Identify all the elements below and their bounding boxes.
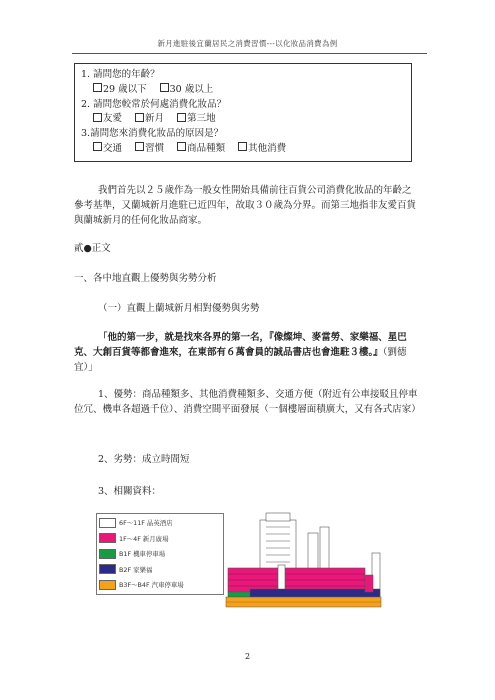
item-advantages: 1、優勢：商品種類多、其他消費種類多、交通方便（附近有公車接駁且停車位冗、機車各超過千位）、消費空間平面發展（一個樓層面積廣大，又有各式店家） bbox=[74, 389, 421, 415]
quote-attribution: （劉德宜）」 bbox=[74, 347, 407, 373]
page-header: 新月進駐後宜蘭居民之消費習慣---以化妝品消費為例 bbox=[157, 39, 338, 48]
option-product-variety[interactable]: 商品種類 bbox=[177, 143, 225, 154]
option-xinyue[interactable]: 新月 bbox=[135, 113, 164, 124]
option-age-under-29[interactable]: 29 歲以下 bbox=[93, 84, 147, 95]
legend-row-scooter-parking: B1F 機車停車場 bbox=[99, 546, 221, 562]
checkbox-icon bbox=[177, 113, 186, 122]
survey-options-2 bbox=[81, 112, 405, 127]
legend-row-plaza: 1F～4F 新月廣場 bbox=[99, 531, 221, 547]
item-related-data: 3、相關資料： bbox=[98, 486, 162, 497]
legend-swatch bbox=[99, 518, 116, 528]
survey-options-1 bbox=[81, 83, 405, 98]
option-age-over-30[interactable]: 30 歲以上 bbox=[160, 84, 214, 95]
intro-paragraph: 我們首先以２５歲作為一般女性開始具備前往百貨公司消費化妝品的年齡之參考基準，又蘭城新月進駐已近四年，故取３０歲為分界。而第三地指非友愛百貨與蘭城新月的任何化妝品商家。 bbox=[74, 185, 417, 226]
checkbox-icon bbox=[135, 113, 144, 122]
legend-swatch bbox=[99, 549, 116, 559]
checkbox-icon bbox=[93, 142, 102, 151]
option-other-consumption[interactable]: 其他消費 bbox=[238, 143, 286, 154]
building-legend bbox=[96, 513, 224, 595]
option-transport[interactable]: 交通 bbox=[93, 143, 122, 154]
item-disadvantages: 2、劣勢：成立時間短 bbox=[98, 454, 190, 465]
checkbox-icon bbox=[177, 142, 186, 151]
legend-row-car-parking: B3F～B4F 汽車停車場 bbox=[99, 577, 221, 593]
quote-text: 「他的第一步，就是找來各界的第一名，『像燦坤、麥當勞、家樂福、星巴克、大創百貨等都會進來，在東部有６萬會員的誠品書店也會進駐３樓。』 bbox=[74, 332, 407, 358]
legend-row-carrefour: B2F 家樂福 bbox=[99, 562, 221, 578]
option-habit[interactable]: 習慣 bbox=[135, 143, 164, 154]
page-number: 2 bbox=[244, 652, 251, 661]
legend-row-hotel: 6F～11F 晶英酒店 bbox=[99, 515, 221, 531]
header-rule bbox=[72, 53, 427, 54]
survey-question-2: 2. 請問您較常於何處消費化妝品？ bbox=[81, 98, 227, 110]
plaza-annex bbox=[365, 575, 373, 592]
legend-swatch bbox=[99, 564, 116, 574]
checkbox-icon bbox=[135, 142, 144, 151]
checkbox-icon bbox=[160, 83, 169, 92]
carrefour-floor bbox=[250, 589, 380, 597]
building-section-diagram bbox=[222, 505, 387, 610]
option-third-place[interactable]: 第三地 bbox=[177, 113, 216, 124]
survey-options-3 bbox=[81, 142, 405, 157]
survey-box bbox=[74, 63, 412, 162]
quote-paragraph bbox=[74, 330, 419, 375]
section-heading-main: 貳●正文 bbox=[74, 243, 111, 254]
section-heading-analysis: 一、各中地直觀上優勢與劣勢分析 bbox=[74, 273, 217, 284]
legend-swatch bbox=[99, 533, 116, 543]
checkbox-icon bbox=[93, 83, 102, 92]
checkbox-icon bbox=[93, 113, 102, 122]
checkbox-icon bbox=[238, 142, 247, 151]
option-youai[interactable]: 友愛 bbox=[93, 113, 122, 124]
survey-question-1: 1. 請問您的年齡？ bbox=[81, 69, 160, 80]
section-heading-xinyue: （一）直觀上蘭城新月相對優勢與劣勢 bbox=[98, 303, 260, 314]
survey-question-3: 3.請問您來消費化妝品的原因是？ bbox=[81, 128, 224, 140]
legend-swatch bbox=[99, 580, 116, 590]
